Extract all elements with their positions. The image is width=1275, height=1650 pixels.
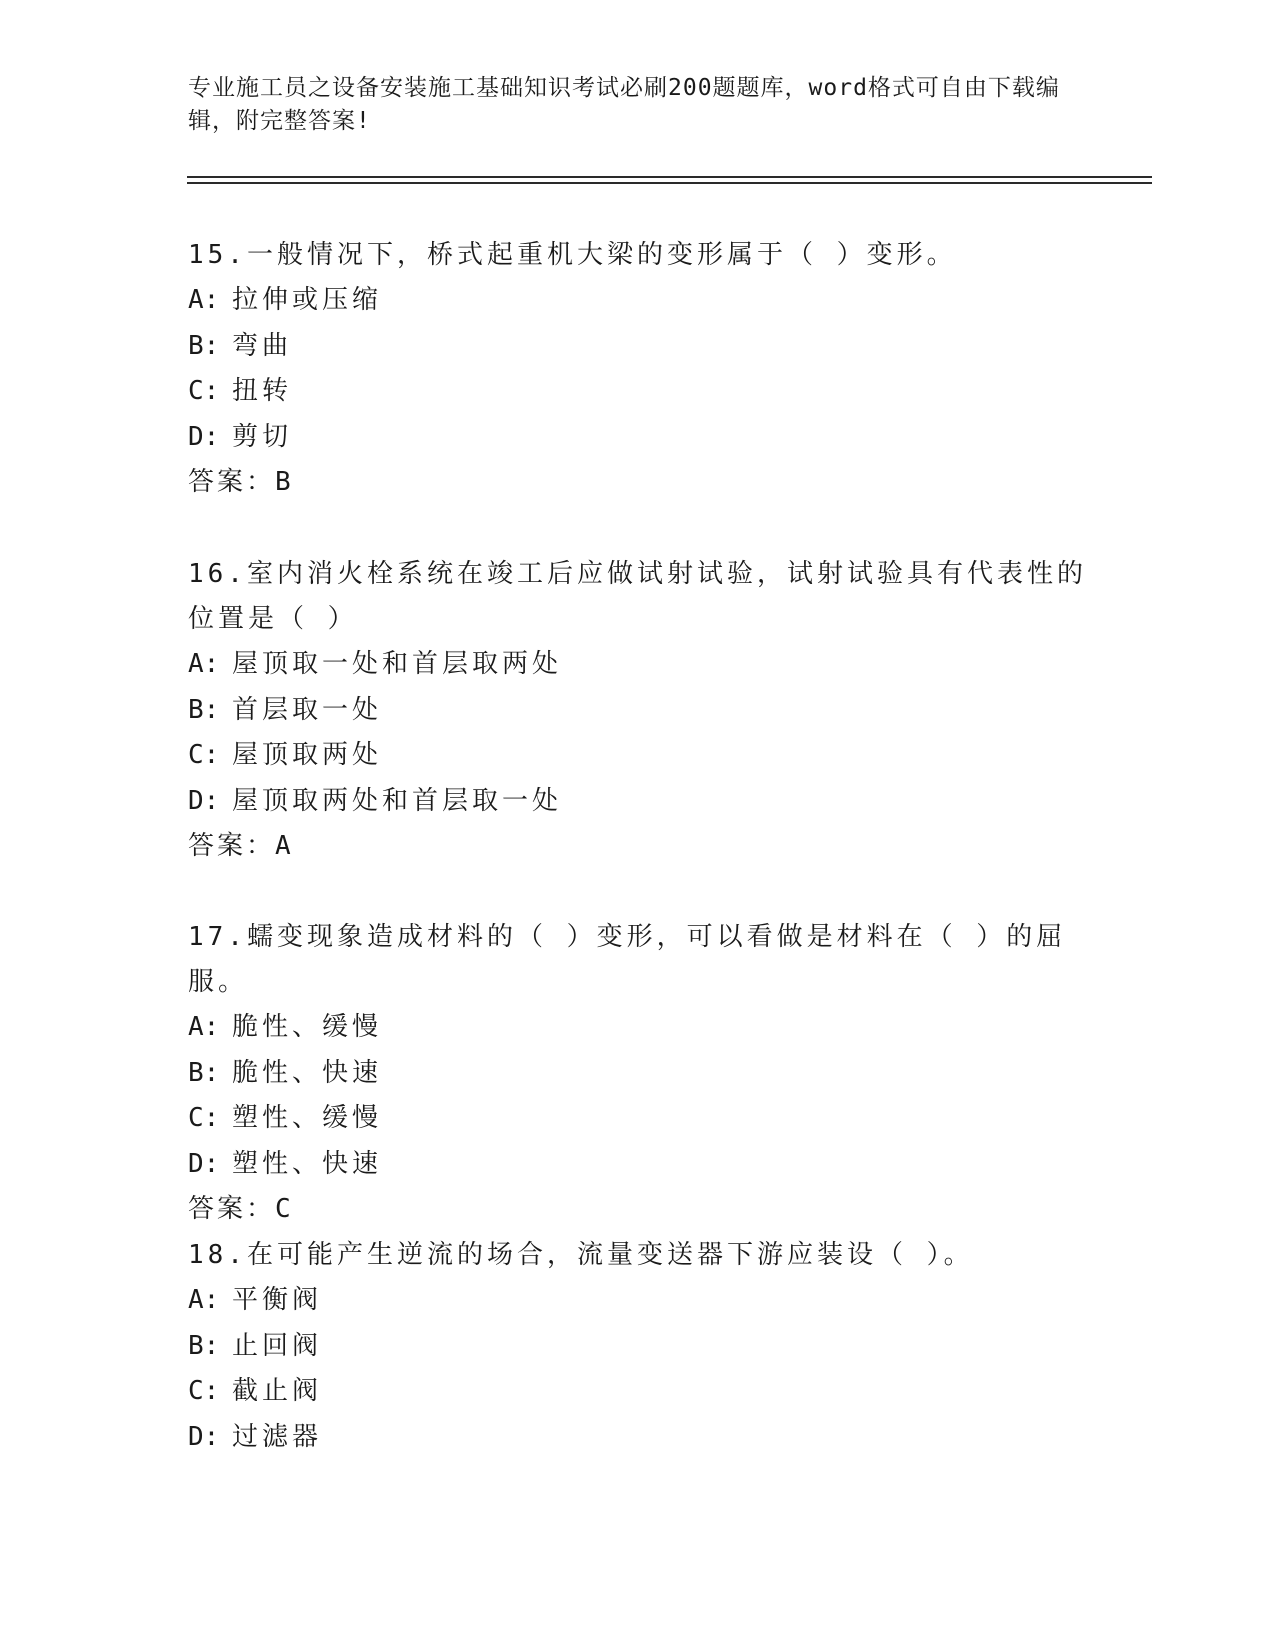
option-key: B: xyxy=(188,1057,220,1088)
option-key: D: xyxy=(188,1421,220,1452)
option-text: 止回阀 xyxy=(232,1330,323,1361)
option-d xyxy=(188,415,1088,461)
answer-line: 答案：A xyxy=(188,831,294,861)
option-text: 拉伸或压缩 xyxy=(232,285,383,315)
option-text: 弯曲 xyxy=(232,330,293,361)
question-stem: 15.一般情况下，桥式起重机大梁的变形属于（ ）变形。 xyxy=(188,240,957,270)
option-key: B: xyxy=(188,694,220,725)
question-stem: 17.蠕变现象造成材料的（ ）变形，可以看做是材料在（ ）的屈服。 xyxy=(188,922,1067,997)
option-key: B: xyxy=(188,1330,220,1361)
option-text: 扭转 xyxy=(232,376,293,406)
option-text: 过滤器 xyxy=(232,1421,323,1452)
option-c xyxy=(188,369,1088,415)
option-b xyxy=(188,688,1088,734)
option-d xyxy=(188,1142,1088,1188)
answer-line: 答案：C xyxy=(188,1194,294,1224)
question-18 xyxy=(188,1233,1088,1460)
option-a xyxy=(188,1005,1088,1051)
option-b xyxy=(188,324,1088,370)
question-17 xyxy=(188,915,1088,1232)
option-key: D: xyxy=(188,785,220,816)
option-text: 脆性、缓慢 xyxy=(232,1012,383,1042)
question-stem: 18.在可能产生逆流的场合，流量变送器下游应装设（ ）。 xyxy=(188,1240,974,1270)
option-a xyxy=(188,1278,1088,1324)
option-key: C: xyxy=(188,740,220,770)
option-key: D: xyxy=(188,421,220,452)
header-divider-top xyxy=(187,176,1152,178)
option-key: D: xyxy=(188,1148,220,1179)
question-15 xyxy=(188,233,1088,505)
option-text: 剪切 xyxy=(232,421,293,452)
option-text: 屋顶取一处和首层取两处 xyxy=(232,649,563,679)
option-key: A: xyxy=(188,285,220,315)
option-b xyxy=(188,1051,1088,1097)
question-stem: 16.室内消火栓系统在竣工后应做试射试验，试射试验具有代表性的位置是（ ） xyxy=(188,559,1087,634)
option-text: 平衡阀 xyxy=(232,1285,323,1315)
option-text: 屋顶取两处和首层取一处 xyxy=(232,785,563,816)
option-text: 脆性、快速 xyxy=(232,1057,383,1088)
option-key: A: xyxy=(188,1012,220,1042)
header-divider-bottom xyxy=(187,182,1152,184)
option-key: A: xyxy=(188,649,220,679)
option-a xyxy=(188,278,1088,324)
option-key: A: xyxy=(188,1285,220,1315)
option-key: C: xyxy=(188,1103,220,1133)
option-text: 塑性、快速 xyxy=(232,1148,383,1179)
option-b xyxy=(188,1324,1088,1370)
question-16 xyxy=(188,552,1088,869)
document-header: 专业施工员之设备安装施工基础知识考试必刷200题题库，word格式可自由下载编辑，附完整答案! xyxy=(188,75,1060,134)
option-text: 截止阀 xyxy=(232,1376,323,1406)
option-c xyxy=(188,733,1088,779)
option-d xyxy=(188,779,1088,825)
option-c xyxy=(188,1369,1088,1415)
option-text: 屋顶取两处 xyxy=(232,740,383,770)
option-d xyxy=(188,1415,1088,1461)
option-c xyxy=(188,1096,1088,1142)
answer-line: 答案：B xyxy=(188,467,294,497)
option-text: 首层取一处 xyxy=(232,694,383,725)
option-a xyxy=(188,642,1088,688)
option-text: 塑性、缓慢 xyxy=(232,1103,383,1133)
option-key: C: xyxy=(188,376,220,406)
option-key: B: xyxy=(188,330,220,361)
option-key: C: xyxy=(188,1376,220,1406)
